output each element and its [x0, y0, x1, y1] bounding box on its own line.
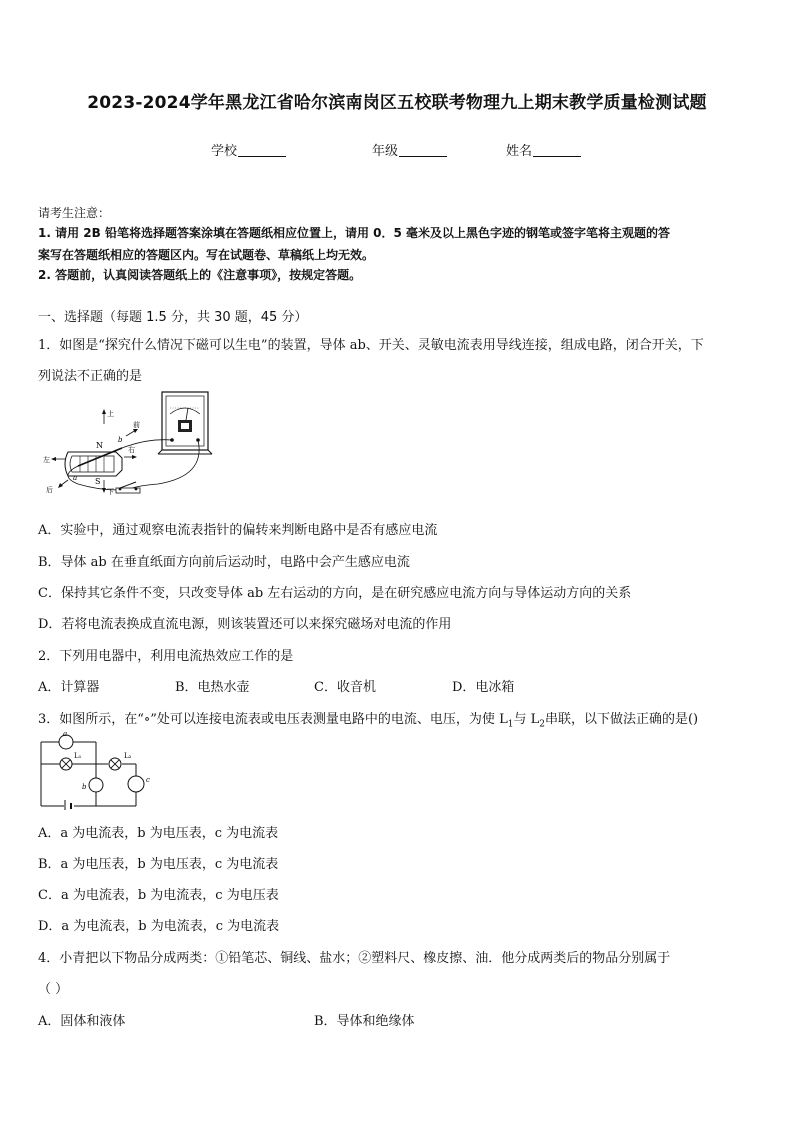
notice-line-2: 2. 答题前，认真阅读答题纸上的《注意事项》，按规定答题。: [38, 268, 362, 282]
name-label: 姓名: [506, 144, 533, 159]
lamp-l1: [60, 758, 72, 770]
q1-induction-apparatus-figure: [38, 386, 223, 498]
q2-stem: 2．下列用电器中，利用电流热效应工作的是: [38, 649, 294, 664]
school-field[interactable]: [211, 140, 286, 159]
grade-field[interactable]: [372, 140, 447, 159]
label-b: b: [82, 783, 87, 791]
q3-stem-post: 串联，以下做法正确的是(): [544, 712, 699, 727]
school-label: 学校: [211, 144, 238, 159]
q3-option-a[interactable]: A．a 为电流表，b 为电压表，c 为电流表: [38, 826, 279, 841]
q4-option-b[interactable]: B．导体和绝缘体: [314, 1014, 415, 1029]
q2-option-c[interactable]: C．收音机: [314, 680, 376, 695]
fig-label-down: 下: [107, 488, 114, 496]
q2-option-a[interactable]: A．计算器: [38, 680, 100, 695]
fig-label-b: b: [118, 436, 123, 444]
q3-sub-2: 2: [539, 719, 545, 730]
grade-blank[interactable]: [399, 144, 447, 157]
name-field[interactable]: [506, 140, 581, 159]
q1-option-c[interactable]: C．保持其它条件不变，只改变导体 ab 左右运动的方向，是在研究感应电流方向与导体运动方向的关系: [38, 586, 632, 601]
fig-label-left: 左: [43, 456, 50, 464]
q4-options-row: [38, 1010, 738, 1029]
meter-b: [89, 778, 103, 792]
q1-option-d[interactable]: D．若将电流表换成直流电源，则该装置还可以来探究磁场对电流的作用: [38, 617, 452, 632]
q4-stem-line2: （ ）: [38, 982, 69, 997]
q3-stem: [38, 708, 698, 730]
fig-label-right: 右: [128, 446, 135, 454]
grade-label: 年级: [372, 144, 399, 159]
fig-label-back: 后: [46, 486, 53, 494]
switch: [116, 482, 140, 493]
q3-sub-1: 1: [507, 719, 514, 730]
q4-stem-line1: 4．小青把以下物品分成两类：①铅笔芯、铜线、盐水；②塑料尺、橡皮擦、油．他分成两类后的物品分别属于: [38, 951, 671, 966]
q2-option-d[interactable]: D．电冰箱: [452, 680, 515, 695]
q3-option-c[interactable]: C．a 为电流表，b 为电流表，c 为电压表: [38, 888, 279, 903]
notice-heading: 请考生注意：: [38, 206, 111, 220]
label-l1: L₁: [74, 752, 82, 760]
q3-option-d[interactable]: D．a 为电流表，b 为电流表，c 为电流表: [38, 919, 280, 934]
section-heading: 一、选择题（每题 1.5 分，共 30 题，45 分）: [38, 310, 308, 325]
label-l2: L₂: [124, 752, 132, 760]
fig-label-a: a: [73, 474, 78, 482]
q1-option-b[interactable]: B．导体 ab 在垂直纸面方向前后运动时，电路中会产生感应电流: [38, 555, 410, 570]
u-shaped-magnet: [65, 452, 122, 476]
fig-label-up: 上: [107, 410, 114, 418]
q3-stem-pre: 3．如图所示，在“∘”处可以连接电流表或电压表测量电路中的电流、电压，为使 L: [38, 712, 508, 727]
battery: [65, 800, 71, 810]
q3-stem-mid: 与 L: [513, 712, 540, 727]
q3-option-b[interactable]: B．a 为电压表，b 为电压表，c 为电流表: [38, 857, 279, 872]
fig-label-s: S: [95, 477, 101, 486]
label-a: a: [63, 730, 68, 738]
galvanometer: [158, 392, 212, 454]
q2-option-b[interactable]: B．电热水壶: [175, 680, 250, 695]
label-c: c: [146, 776, 150, 784]
fig-label-front: 前: [133, 421, 140, 429]
school-blank[interactable]: [238, 144, 286, 157]
fig-label-n: N: [96, 441, 103, 450]
q1-stem-line1: 1．如图是“探究什么情况下磁可以生电”的装置，导体 ab、开关、灵敏电流表用导线连接，组成电路，闭合开关，下: [38, 338, 704, 353]
q4-option-a[interactable]: A．固体和液体: [38, 1014, 126, 1029]
lamp-l2: [109, 758, 121, 770]
q3-circuit-diagram: [38, 730, 156, 810]
notice-line-1b: 案写在答题纸相应的答题区内。写在试题卷、草稿纸上均无效。: [38, 248, 375, 262]
name-blank[interactable]: [533, 144, 581, 157]
q2-options-row: [38, 676, 738, 695]
page-title: 2023-2024学年黑龙江省哈尔滨南岗区五校联考物理九上期末教学质量检测试题: [87, 93, 707, 113]
q1-option-a[interactable]: A．实验中，通过观察电流表指针的偏转来判断电路中是否有感应电流: [38, 523, 438, 538]
q1-stem-line2: 列说法不正确的是: [38, 369, 143, 384]
meter-c: [128, 776, 144, 792]
notice-line-1a: 1. 请用 2B 铅笔将选择题答案涂填在答题纸相应位置上，请用 0．5 毫米及以上黑色字迹的钢笔或签字笔将主观题的答: [38, 226, 670, 240]
